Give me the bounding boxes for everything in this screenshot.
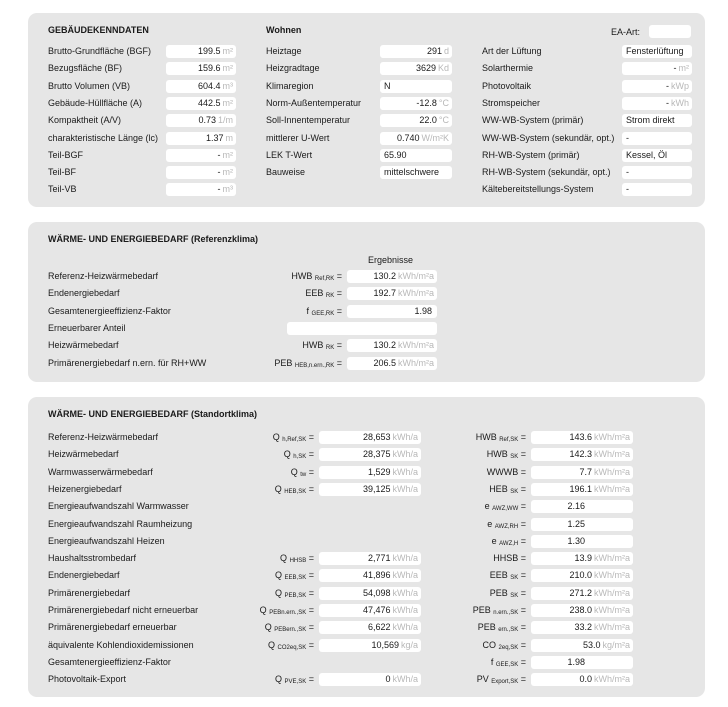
site-row-symbol-2-sub: AWZ,WW [492, 506, 519, 512]
site-row-field-unit: kWh/a [392, 570, 418, 580]
climate-field-label: Norm-Außentemperatur [266, 98, 362, 108]
site-row-label: äquivalente Kohlendioxidemissionen [48, 640, 194, 650]
climate-field: N [380, 80, 452, 93]
site-row-symbol-sub: HHSB [289, 558, 307, 564]
site-row-label: Primärenergiebedarf erneuerbar [48, 622, 177, 632]
reference-row-field-value: 130.2 [373, 271, 396, 281]
site-row-field-2-unit: kWh/m²a [594, 570, 630, 580]
reference-row-symbol-sub: RK [325, 293, 335, 299]
site-row-label: Heizwärmebedarf [48, 449, 119, 459]
site-row-symbol-2-sub: Ref,SK [499, 437, 519, 443]
climate-field-label: Bauweise [266, 167, 306, 177]
site-row-symbol-main: Q [283, 449, 291, 459]
site-row-symbol-2-main: WWWB [486, 467, 519, 477]
site-row-field-unit: kWh/a [392, 484, 418, 494]
reference-row-field-value: 1.98 [414, 306, 432, 316]
site-row-field [319, 552, 421, 565]
site-row-symbol-main: Q [275, 674, 283, 684]
reference-row-field-unit: kWh/m²a [398, 288, 434, 298]
site-row-symbol-main: Q [264, 622, 272, 632]
site-row-symbol-2: f $_{GEE,SK}$ = [490, 657, 526, 668]
site-row-field-2-value: 1.98 [567, 657, 585, 667]
site-row-field-2-unit: kWh/m²a [594, 449, 630, 459]
site-row-field-2 [531, 483, 633, 496]
site-row-field-2-value: 2.16 [567, 501, 585, 511]
site-row-symbol-2: WWWB = [486, 467, 526, 477]
site-row-field-value: 41,896 [362, 570, 391, 580]
site-row-field-2-unit: kWh/m²a [594, 674, 630, 684]
site-row-field-2-unit: kWh/m²a [594, 432, 630, 442]
site-row-symbol-2: e $_{AWZ,RH}$ = [487, 519, 526, 530]
building-field [166, 132, 236, 145]
site-row-field-2-unit: kWh/m²a [594, 467, 630, 477]
site-row-field-2-value: 271.2 [569, 588, 592, 598]
site-row-field-2 [531, 673, 633, 686]
site-row-field-unit: kWh/a [392, 432, 418, 442]
site-row-field-unit: kWh/a [392, 622, 418, 632]
site-row-field-unit: kWh/a [392, 588, 418, 598]
reference-row-label: Endenergiebedarf [48, 288, 120, 298]
system-field: - [622, 183, 692, 196]
system-field-unit: kWh [671, 98, 689, 108]
reference-row-label: Erneuerbarer Anteil [48, 323, 126, 333]
reference-row-symbol-sub: HEB,n.ern.,RK [294, 363, 335, 369]
site-row-symbol-2: e $_{AWZ,H}$ = [491, 536, 526, 547]
building-field [166, 149, 236, 162]
site-row-field-value: 6,622 [367, 622, 391, 632]
site-row-symbol-sub: PEBern.,SK [274, 627, 307, 633]
reference-row-label: Referenz-Heizwärmebedarf [48, 271, 159, 281]
site-row-field-2 [531, 552, 633, 565]
building-field-unit: m² [222, 98, 233, 108]
reference-row-field [347, 357, 437, 370]
building-field-label: Kompaktheit (A/V) [48, 115, 122, 125]
site-row-symbol-2: PEB $_{SK}$ = [489, 588, 526, 599]
building-field-unit: m² [222, 150, 233, 160]
climate-field-label: Heiztage [266, 46, 302, 56]
climate-field-label: LEK T-Wert [266, 150, 313, 160]
site-row-symbol-2-sub: 2eq,SK [498, 645, 519, 651]
climate-field-unit: °C [438, 98, 449, 108]
site-row-field [319, 466, 421, 479]
site-row-symbol: Q $_{PVE,SK}$ = [275, 674, 314, 685]
site-row-symbol-2: PEB $_{ern.,SK}$ = [477, 622, 526, 633]
building-field-unit: m³ [222, 184, 233, 194]
site-row-symbol-2: PV $_{Export,SK}$ = [476, 674, 526, 685]
site-row-symbol: Q $_{tw}$ = [290, 467, 314, 478]
climate-field: 65.90 [380, 149, 452, 162]
site-row-field [319, 431, 421, 444]
site-row-field-2 [531, 621, 633, 634]
site-row-symbol-2-sub: ern.,SK [498, 627, 519, 633]
site-row-field-value: 39,125 [362, 484, 391, 494]
building-field-value: 199.5 [197, 46, 221, 56]
results-header: Ergebnisse [368, 255, 414, 265]
climate-field-label: Heizgradtage [266, 63, 320, 73]
site-row-symbol-2-sub: AWZ,H [499, 541, 519, 547]
climate-field: mittelschwere [380, 166, 452, 179]
site-row-symbol-sub: PEB,SK [284, 593, 307, 599]
reference-row-symbol-sub: Ref,RK [314, 276, 335, 282]
site-row-symbol-2-sub: SK [510, 489, 519, 495]
site-row-field [319, 569, 421, 582]
building-field-value: 442.5 [197, 98, 221, 108]
site-row-field-2 [531, 448, 633, 461]
site-row-field-2-value: 1.25 [567, 519, 585, 529]
reference-row-symbol: HWB $_{RK}$ = [302, 340, 342, 351]
site-row-symbol: Q $_{CO2eq,SK}$ = [268, 640, 314, 651]
system-field-unit: m² [678, 63, 689, 73]
building-field-value: 1.37 [205, 133, 224, 143]
reference-row-symbol-main: PEB [274, 358, 293, 368]
site-row-symbol-2-main: PEB [472, 605, 491, 615]
climate-field-value: 3629 [415, 63, 436, 73]
site-row-symbol-2: CO $_{2eq,SK}$ = [482, 640, 526, 651]
building-field [166, 62, 236, 75]
building-field [166, 166, 236, 179]
site-row-symbol-main: Q [259, 605, 267, 615]
reference-row-symbol-main: HWB [302, 340, 324, 350]
site-row-field-2 [531, 639, 633, 652]
site-row-field [319, 587, 421, 600]
reference-climate-panel [28, 222, 705, 382]
site-row-field-unit: kWh/a [392, 467, 418, 477]
site-row-field-value: 28,375 [362, 449, 391, 459]
site-row-field-2-value: 196.1 [569, 484, 592, 494]
system-field-value: - [673, 63, 677, 73]
site-row-field-2-value: 142.3 [569, 449, 592, 459]
reference-row-field [347, 287, 437, 300]
climate-field-unit: Kd [437, 63, 449, 73]
building-field-unit: m² [222, 167, 233, 177]
site-row-symbol-2: HEB $_{SK}$ = [489, 484, 526, 495]
site-row-field [319, 673, 421, 686]
reference-row-field-value: 192.7 [373, 288, 396, 298]
site-row-symbol-2-main: HEB [489, 484, 508, 494]
usage-type-label: Wohnen [266, 25, 302, 35]
site-row-field-2 [531, 500, 633, 513]
site-row-symbol-sub: PEBn.ern.,SK [269, 610, 307, 616]
reference-row-field-value: 130.2 [373, 340, 396, 350]
site-row-symbol-main: Q [274, 484, 282, 494]
system-field-label: RH-WB-System (sekundär, opt.) [482, 167, 611, 177]
site-row-field-2-unit: kg/m²a [602, 640, 630, 650]
site-row-label: Gesamtenergieeffizienz-Faktor [48, 657, 171, 667]
site-row-symbol-2-main: e [487, 519, 493, 529]
reference-row-field-unit: kWh/m²a [398, 271, 434, 281]
site-row-symbol-main: Q [272, 432, 280, 442]
site-row-symbol-2: HWB $_{SK}$ = [486, 449, 526, 460]
site-row-symbol-sub: CO2eq,SK [277, 645, 307, 651]
site-row-field-value: 0 [385, 674, 391, 684]
site-row-symbol-sub: HEB,SK [284, 489, 307, 495]
site-row-symbol-2-sub: n.ern.,SK [493, 610, 519, 616]
site-row-symbol-2: e $_{AWZ,WW}$ = [484, 501, 526, 512]
site-row-symbol: Q $_{PEB,SK}$ = [275, 588, 314, 599]
climate-field-unit: d [443, 46, 449, 56]
site-row-field [319, 639, 421, 652]
building-field-value: - [217, 150, 221, 160]
system-field: Kessel, Öl [622, 149, 692, 162]
system-field-label: WW-WB-System (primär) [482, 115, 584, 125]
reference-row-field-unit: kWh/m²a [398, 358, 434, 368]
site-row-symbol-main: Q [268, 640, 276, 650]
climate-field [380, 62, 452, 75]
system-field: Fensterlüftung [622, 45, 692, 58]
reference-row-symbol-main: EEB [305, 288, 324, 298]
building-field-label: Gebäude-Hüllfläche (A) [48, 98, 143, 108]
climate-field-unit: °C [438, 115, 449, 125]
climate-field [380, 45, 452, 58]
reference-row-field [347, 339, 437, 352]
site-row-field-2-unit: kWh/m²a [594, 622, 630, 632]
site-row-symbol-main: Q [280, 553, 288, 563]
site-row-label: Warmwasserwärmebedarf [48, 467, 153, 477]
system-field-label: Photovoltaik [482, 81, 532, 91]
site-row-symbol: Q $_{h,Ref,SK}$ = [272, 432, 314, 443]
system-field: - [622, 132, 692, 145]
climate-field-value: 0.740 [396, 133, 420, 143]
site-row-field [319, 621, 421, 634]
site-row-field-2-unit: kWh/m²a [594, 588, 630, 598]
site-row-symbol-2-sub: AWZ,RH [494, 524, 519, 530]
site-row-field-2-value: 33.2 [574, 622, 592, 632]
site-row-label: Heizenergiebedarf [48, 484, 122, 494]
building-field [166, 183, 236, 196]
site-row-field [319, 448, 421, 461]
site-row-symbol-main: Q [275, 570, 283, 580]
reference-climate-title: WÄRME- UND ENERGIEBEDARF (Referenzklima) [48, 234, 259, 244]
building-field-unit: m³ [222, 81, 233, 91]
reference-row-field-value: 206.5 [373, 358, 396, 368]
system-field: - [622, 166, 692, 179]
climate-field [380, 132, 452, 145]
reference-row-symbol: HWB $_{Ref,RK}$ = [291, 271, 342, 282]
site-row-symbol: Q $_{HEB,SK}$ = [274, 484, 314, 495]
site-row-field-value: 1,529 [367, 467, 391, 477]
site-row-field-2-value: 0.0 [579, 674, 592, 684]
reference-row-field [287, 322, 437, 335]
site-row-field-unit: kg/a [400, 640, 418, 650]
site-row-symbol-main: Q [275, 588, 283, 598]
building-field-label: Teil-BGF [48, 150, 84, 160]
site-row-field-2-value: 210.0 [569, 570, 592, 580]
site-row-symbol: Q $_{h,SK}$ = [283, 449, 314, 460]
site-row-field-unit: kWh/a [392, 449, 418, 459]
site-row-field-2-value: 7.7 [579, 467, 592, 477]
climate-field [380, 114, 452, 127]
building-field-unit: m [225, 133, 233, 143]
site-row-label: Primärenergiebedarf nicht erneuerbar [48, 605, 199, 615]
site-row-field-value: 47,476 [362, 605, 391, 615]
system-field-label: Stromspeicher [482, 98, 541, 108]
reference-row-symbol-main: f [306, 306, 310, 316]
site-row-field-2 [531, 466, 633, 479]
reference-row-symbol-sub: GEE,RK [311, 311, 335, 317]
site-row-symbol-2-main: EEB [489, 570, 508, 580]
system-field: Strom direkt [622, 114, 692, 127]
building-field-label: Teil-VB [48, 184, 77, 194]
site-row-symbol-main: Q [290, 467, 298, 477]
site-row-symbol-sub: h,Ref,SK [282, 437, 307, 443]
site-climate-title: WÄRME- UND ENERGIEBEDARF (Standortklima) [48, 409, 258, 419]
site-row-field-2 [531, 656, 633, 669]
system-field-label: Art der Lüftung [482, 46, 542, 56]
building-field [166, 45, 236, 58]
site-row-symbol-2: EEB $_{SK}$ = [489, 570, 526, 581]
site-row-field-2 [531, 569, 633, 582]
site-row-symbol-2-main: f [490, 657, 494, 667]
site-row-symbol-2-main: HWB [486, 449, 508, 459]
system-field-unit: kWp [671, 81, 689, 91]
site-row-label: Energieaufwandszahl Raumheizung [48, 519, 193, 529]
site-row-field-2-value: 238.0 [569, 605, 592, 615]
site-row-symbol: Q $_{PEBern.,SK}$ = [264, 622, 314, 633]
system-field [622, 62, 692, 75]
site-row-label: Energieaufwandszahl Heizen [48, 536, 165, 546]
building-field-label: Teil-BF [48, 167, 77, 177]
site-row-symbol-2-sub: SK [510, 593, 519, 599]
site-row-label: Photovoltaik-Export [48, 674, 127, 684]
reference-row-symbol-main: HWB [291, 271, 313, 281]
reference-row-label: Heizwärmebedarf [48, 340, 119, 350]
building-field-label: Brutto Volumen (VB) [48, 81, 131, 91]
site-row-field-2 [531, 535, 633, 548]
site-row-field-2 [531, 587, 633, 600]
site-row-symbol-2-main: HWB [475, 432, 497, 442]
building-field-value: 159.6 [197, 63, 221, 73]
site-row-field-value: 54,098 [362, 588, 391, 598]
site-row-symbol-sub: h,SK [293, 454, 307, 460]
ea-art-field [649, 25, 691, 38]
site-row-symbol-2-sub: Export,SK [491, 679, 519, 685]
site-row-symbol-2: HHSB = [493, 553, 526, 563]
climate-field-value: 291 [426, 46, 442, 56]
building-field [166, 97, 236, 110]
site-row-field [319, 604, 421, 617]
climate-field-label: mittlerer U-Wert [266, 133, 330, 143]
system-field [622, 97, 692, 110]
climate-field-value: -12.8 [416, 98, 437, 108]
site-climate-panel [28, 397, 705, 697]
reference-row-field [347, 270, 437, 283]
building-field-value: - [217, 167, 221, 177]
site-row-symbol-2-sub: SK [510, 575, 519, 581]
reference-row-symbol: EEB $_{RK}$ = [305, 288, 342, 299]
system-field-label: Solarthermie [482, 63, 534, 73]
building-data-title: GEBÄUDEKENNDATEN [48, 25, 149, 35]
site-row-symbol-2: HWB $_{Ref,SK}$ = [475, 432, 526, 443]
site-row-symbol: Q $_{PEBn.ern.,SK}$ = [259, 605, 314, 616]
system-field-label: Kältebereitstellungs-System [482, 184, 594, 194]
reference-row-label: Primärenergiebedarf n.ern. für RH+WW [48, 358, 207, 368]
site-row-symbol-2: PEB $_{n.ern.,SK}$ = [472, 605, 526, 616]
reference-row-field-unit: kWh/m²a [398, 340, 434, 350]
site-row-symbol-2-sub: SK [510, 454, 519, 460]
site-row-label: Energieaufwandszahl Warmwasser [48, 501, 189, 511]
climate-field-value: 22.0 [419, 115, 437, 125]
site-row-symbol-sub: tw [300, 472, 307, 478]
site-row-field-2-unit: kWh/m²a [594, 605, 630, 615]
site-row-field-unit: kWh/a [392, 553, 418, 563]
building-field-unit: 1/m [217, 115, 233, 125]
ea-art-label: EA-Art: [611, 27, 641, 37]
building-field-value: 0.73 [198, 115, 216, 125]
site-row-field-value: 2,771 [367, 553, 391, 563]
site-row-label: Primärenergiebedarf [48, 588, 131, 598]
site-row-field-2 [531, 431, 633, 444]
reference-row-symbol: PEB $_{HEB,n.ern.,RK}$ = [274, 358, 342, 369]
building-field [166, 80, 236, 93]
reference-row-symbol-sub: RK [325, 345, 335, 351]
site-row-label: Referenz-Heizwärmebedarf [48, 432, 159, 442]
reference-row-symbol: f $_{GEE,RK}$ = [306, 306, 342, 317]
reference-row-field [347, 305, 437, 318]
building-data-panel [28, 13, 705, 207]
site-row-symbol-2-main: PEB [477, 622, 496, 632]
building-field-value: - [217, 184, 221, 194]
building-field-label: charakteristische Länge (lc) [48, 133, 159, 143]
building-field [166, 114, 236, 127]
site-row-symbol-sub: PVE,SK [284, 679, 307, 685]
site-row-field-2-unit: kWh/m²a [594, 553, 630, 563]
site-row-symbol-2-main: e [484, 501, 490, 511]
reference-row-label: Gesamtenergieeffizienz-Faktor [48, 306, 171, 316]
system-field-value: - [666, 81, 669, 91]
building-field-label: Brutto-Grundfläche (BGF) [48, 46, 152, 56]
site-row-field-value: 28,653 [362, 432, 391, 442]
site-row-field-2-value: 143.6 [569, 432, 592, 442]
system-field [622, 80, 692, 93]
building-field-unit: m² [222, 63, 233, 73]
site-row-field-2-value: 13.9 [574, 553, 592, 563]
site-row-symbol-2-main: PEB [489, 588, 508, 598]
site-row-field-2-unit: kWh/m²a [594, 484, 630, 494]
site-row-symbol-2-main: CO [482, 640, 497, 650]
site-row-field-2-value: 1.30 [567, 536, 585, 546]
site-row-symbol: Q $_{EEB,SK}$ = [275, 570, 314, 581]
climate-field-label: Soll-Innentemperatur [266, 115, 351, 125]
building-field-value: 604.4 [197, 81, 221, 91]
system-field-value: - [666, 98, 669, 108]
climate-field-label: Klimaregion [266, 81, 314, 91]
site-row-field-unit: kWh/a [392, 605, 418, 615]
system-field-label: WW-WB-System (sekundär, opt.) [482, 133, 615, 143]
site-row-symbol-2-sub: GEE,SK [495, 662, 519, 668]
site-row-field-2 [531, 518, 633, 531]
site-row-symbol-2-main: HHSB [493, 553, 519, 563]
climate-field-unit: W/m²K [421, 133, 449, 143]
climate-field [380, 97, 452, 110]
site-row-symbol-2-main: PV [476, 674, 489, 684]
site-row-field-value: 10,569 [371, 640, 399, 650]
site-row-field-unit: kWh/a [392, 674, 418, 684]
site-row-field [319, 483, 421, 496]
building-field-unit: m² [222, 46, 233, 56]
site-row-symbol: Q $_{HHSB}$ = [280, 553, 314, 564]
building-field-label: Bezugsfläche (BF) [48, 63, 123, 73]
site-row-label: Haushaltsstrombedarf [48, 553, 137, 563]
system-field-label: RH-WB-System (primär) [482, 150, 580, 160]
site-row-label: Endenergiebedarf [48, 570, 120, 580]
site-row-symbol-2-main: e [491, 536, 497, 546]
site-row-field-2-value: 53.0 [582, 640, 601, 650]
site-row-symbol-sub: EEB,SK [284, 575, 307, 581]
site-row-field-2 [531, 604, 633, 617]
